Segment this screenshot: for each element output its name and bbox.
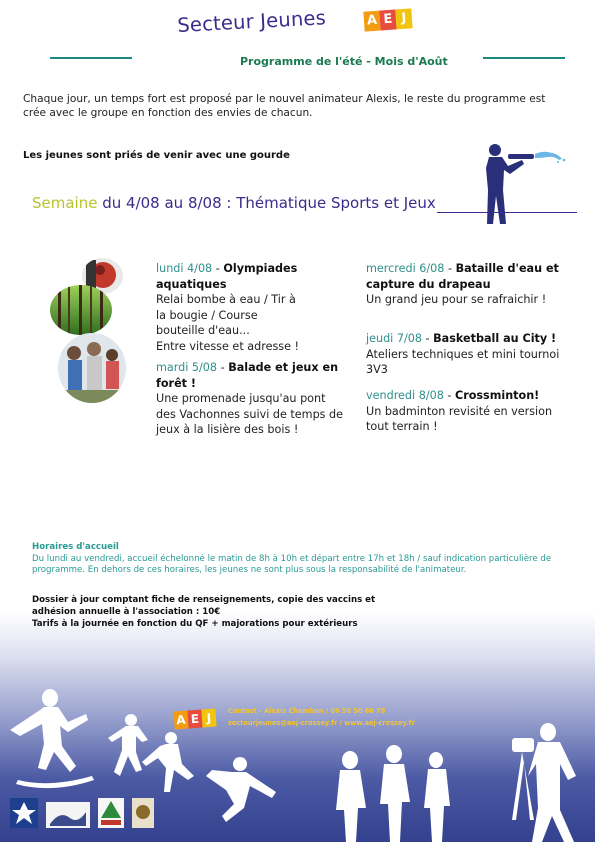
activity-thursday [366, 331, 566, 378]
water-gun-silhouette-icon [478, 140, 568, 228]
region-logo-icon [132, 798, 154, 828]
horaires-section [32, 542, 580, 577]
activity-sep: - [212, 262, 224, 275]
activity-date: vendredi 8/08 [366, 389, 444, 402]
photo-forest [50, 285, 112, 335]
aej-logo [363, 8, 412, 31]
activity-description: Ateliers techniques et mini tournoi 3V3 [366, 347, 560, 376]
logo-letter-a: A [363, 11, 380, 32]
horaires-text: Du lundi au vendredi, accueil échelonné le matin de 8h à 10h et départ entre 17h et 18h / sauf indication particulière de programme. En dehors de ces horaires, les jeunes ne sont plus sous la responsabilité de l'animateur. [32, 553, 552, 575]
activity-sep: - [443, 389, 455, 402]
activity-sep: - [444, 262, 456, 275]
week-heading-accent: Semaine [32, 194, 98, 212]
activity-name: Bataille d'eau et capture du drapeau [366, 262, 559, 291]
activity-date: lundi 4/08 [156, 262, 213, 275]
photo-kids-group [58, 333, 126, 403]
logo-letter-e: E [379, 9, 396, 30]
activity-date: jeudi 7/08 [366, 332, 422, 345]
logo-letter-a: A [173, 711, 188, 730]
intro-text: Chaque jour, un temps fort est proposé par le nouvel animateur Alexis, le reste du programme est crée avec le groupe en fonction des envies de chacun. [23, 93, 546, 119]
activity-description-2: Entre vitesse et adresse ! [156, 339, 300, 353]
activity-wednesday [366, 261, 566, 308]
commune-logo-icon [46, 802, 90, 828]
gourde-note: Les jeunes sont priés de venir avec une gourde [23, 150, 290, 161]
logo-letter-j: J [395, 8, 412, 29]
activity-sep: - [421, 332, 434, 345]
contact-link[interactable]: secteurjeunes@aej-crossey.fr / www.aej-crossey.fr [228, 718, 415, 727]
contact-line-1: Contact - Alexis Chambon / 06 58 50 66 78 [228, 707, 386, 715]
activity-name: Balade et jeux en forêt ! [156, 361, 339, 390]
week-heading [32, 194, 436, 212]
activity-description: Un badminton revisité en version tout terrain ! [366, 404, 553, 433]
dossier-section [32, 594, 412, 630]
activity-description: Relai bombe à eau / Tir à la bougie / Course bouteille d'eau... [156, 293, 296, 337]
activity-sep: - [217, 361, 229, 374]
logo-letter-j: J [201, 709, 216, 728]
activity-date: mercredi 6/08 [366, 262, 445, 275]
caf-logo-icon [10, 798, 38, 828]
logo-letter-e: E [187, 710, 202, 729]
page-subtitle: Programme de l'été - Mois d'Août [240, 55, 448, 68]
header-rule-left [50, 57, 132, 59]
week-heading-text: du 4/08 au 8/08 : Thématique Sports et Jeux [97, 194, 436, 212]
activity-friday [366, 388, 578, 435]
activity-monday [156, 261, 339, 354]
dossier-line-1: Dossier à jour comptant fiche de renseignements, copie des vaccins et adhésion annuelle à l'association : 10€ [32, 595, 376, 617]
activity-description: Un grand jeu pour se rafraichir ! [366, 293, 547, 306]
activity-description: Une promenade jusqu'au pont des Vachonnes suivi de temps de jeux à la lisière des bois ! [156, 392, 344, 436]
activity-date: mardi 5/08 [156, 361, 218, 374]
week-rule [437, 212, 577, 213]
grenoble-alpes-logo-icon [98, 798, 124, 828]
activity-tuesday [156, 360, 348, 438]
page-title: Secteur Jeunes [176, 6, 327, 37]
header-rule-right [483, 57, 565, 59]
horaires-title: Horaires d'accueil [32, 542, 119, 552]
activity-name: Basketball au City ! [433, 332, 557, 345]
dossier-line-2: Tarifs à la journée en fonction du QF + majorations pour extérieurs [32, 619, 358, 629]
activity-name: Crossminton! [454, 389, 540, 402]
activity-name: Olympiades aquatiques [156, 262, 298, 291]
sponsor-logos [10, 798, 154, 828]
